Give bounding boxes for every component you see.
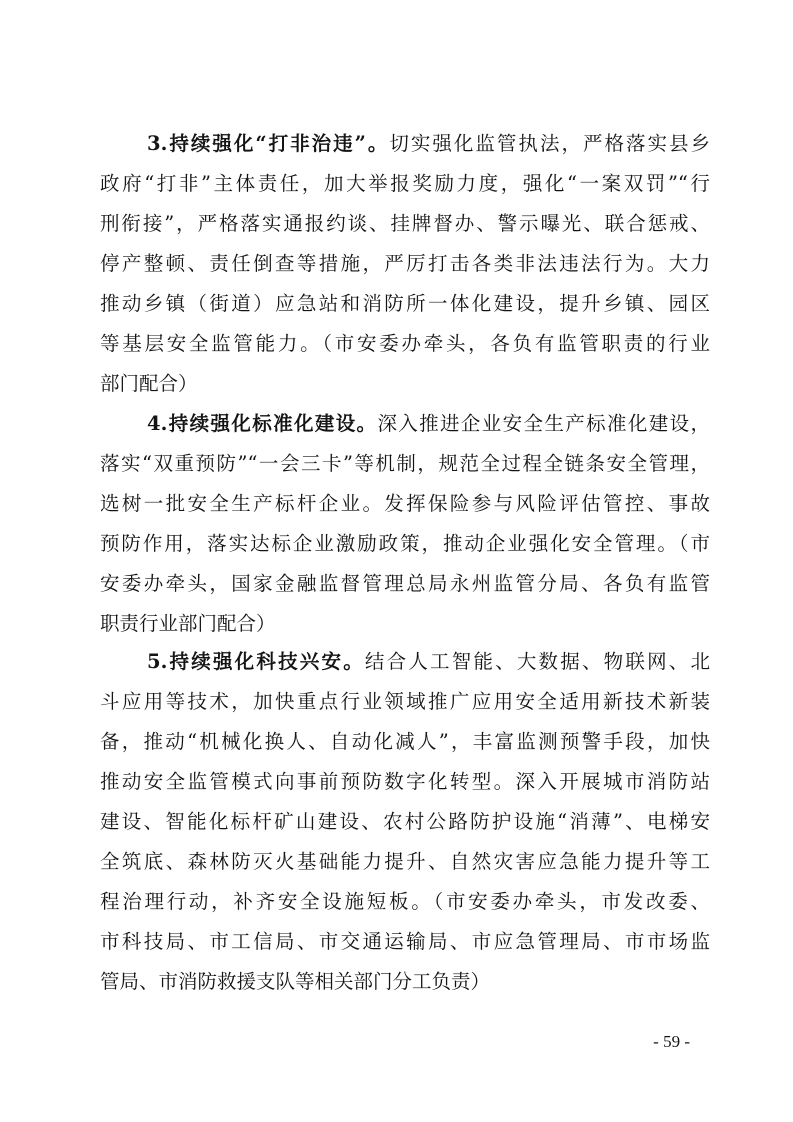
paragraph-line: 刑衔接”，严格落实通报约谈、挂牌督办、警示曝光、联合惩戒、 xyxy=(100,212,710,235)
paragraph-line: 管局、市消防救援支队等相关部门分工负责） xyxy=(100,970,491,993)
paragraph-line: 全筑底、森林防灭火基础能力提升、自然灾害应急能力提升等工 xyxy=(100,850,710,873)
paragraph-line: 等基层安全监管能力。（市安委办牵头，各负有监管职责的行业 xyxy=(100,332,710,355)
paragraph-heading: 5.持续强化科技兴安。 xyxy=(147,650,365,673)
paragraph-line xyxy=(100,404,710,444)
paragraph-line: 程治理行动，补齐安全设施短板。（市安委办牵头，市发改委、 xyxy=(100,890,710,913)
paragraph-item-3 xyxy=(100,124,710,404)
paragraph-line: 落实“双重预防”“一会三卡”等机制，规范全过程全链条安全管理， xyxy=(100,452,710,475)
paragraph-line: 部门配合） xyxy=(100,372,198,395)
paragraph-line xyxy=(100,642,710,682)
paragraph-line: 推动安全监管模式向事前预防数字化转型。深入开展城市消防站 xyxy=(100,770,710,793)
page-number: - 59 - xyxy=(653,1032,690,1051)
paragraph-line: 职责行业部门配合） xyxy=(100,612,276,635)
paragraph-line: 停产整顿、责任倒查等措施，严厉打击各类非法违法行为。大力 xyxy=(100,252,710,275)
paragraph-heading: 4.持续强化标准化建设。 xyxy=(147,412,378,435)
paragraph-line: 市科技局、市工信局、市交通运输局、市应急管理局、市市场监 xyxy=(100,930,710,953)
paragraph-line: 斗应用等技术，加快重点行业领域推广应用安全适用新技术新装 xyxy=(100,690,710,713)
paragraph-line xyxy=(100,124,710,164)
paragraph-text: 切实强化监管执法，严格落实县乡 xyxy=(389,132,710,155)
paragraph-heading: 3.持续强化“打非治违”。 xyxy=(147,132,390,155)
paragraph-line: 建设、智能化标杆矿山建设、农村公路防护设施“消薄”、电梯安 xyxy=(100,810,710,833)
paragraph-line: 预防作用，落实达标企业激励政策，推动企业强化安全管理。（市 xyxy=(100,532,710,555)
paragraph-line: 选树一批安全生产标杆企业。发挥保险参与风险评估管控、事故 xyxy=(100,492,710,515)
paragraph-item-4 xyxy=(100,404,710,644)
paragraph-item-5 xyxy=(100,642,710,1002)
paragraph-line: 推动乡镇（街道）应急站和消防所一体化建设，提升乡镇、园区 xyxy=(100,292,710,315)
paragraph-line: 备，推动“机械化换人、自动化减人”，丰富监测预警手段，加快 xyxy=(100,730,710,753)
paragraph-text: 深入推进企业安全生产标准化建设， xyxy=(377,412,710,435)
paragraph-line: 安委办牵头，国家金融监督管理总局永州监管分局、各负有监管 xyxy=(100,572,710,595)
paragraph-line: 政府“打非”主体责任，加大举报奖励力度，强化“一案双罚”“行 xyxy=(100,172,710,195)
paragraph-text: 结合人工智能、大数据、物联网、北 xyxy=(364,650,710,673)
